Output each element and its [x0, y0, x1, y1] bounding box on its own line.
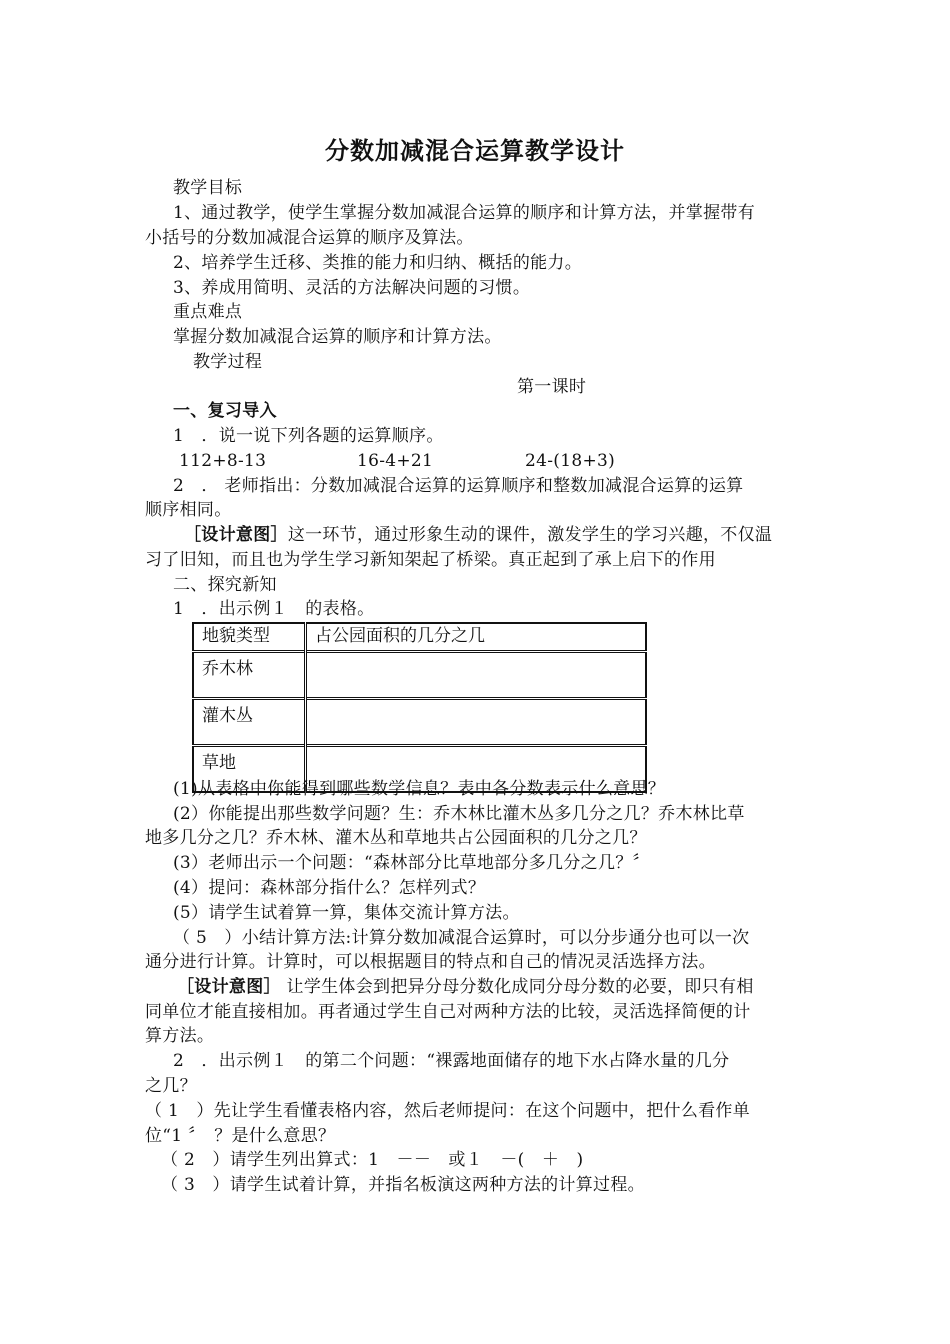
- paragraph-line: (4）提问：森林部分指什么？怎样列式？: [173, 878, 486, 898]
- paragraph-line: （ 2 ）请学生列出算式：1 －－ 或１ －( ＋ ): [161, 1150, 584, 1170]
- table-row: [193, 652, 646, 699]
- paragraph-line: （ 5 ）小结计算方法:计算分数加减混合运算时，可以分步通分也可以一次: [173, 928, 750, 948]
- paragraph-line: 顺序相同。: [145, 500, 232, 520]
- table-row: [193, 699, 646, 746]
- expression-3: 24-(18+3): [525, 451, 616, 471]
- paragraph-line: 2 ．出示例１ 的第二个问题：“裸露地面储存的地下水占降水量的几分: [173, 1051, 730, 1071]
- paragraph-line: (5）请学生试着算一算，集体交流计算方法。: [173, 903, 520, 923]
- paragraph-line: 习了旧知，而且也为学生学习新知架起了桥梁。真正起到了承上启下的作用: [145, 550, 716, 570]
- design-intent-line: [184, 523, 772, 547]
- table-cell-label: 乔木林: [193, 652, 306, 699]
- paragraph-line: 掌握分数加减混合运算的顺序和计算方法。: [173, 327, 502, 347]
- section-heading-key-points: 重点难点: [173, 302, 243, 322]
- landform-table: [192, 622, 647, 793]
- document-title: 分数加减混合运算教学设计: [325, 137, 625, 165]
- paragraph-line: (2）你能提出那些数学问题？生：乔木林比灌木丛多几分之几？乔木林比草: [173, 804, 745, 824]
- paragraph-line: 2 ． 老师指出：分数加减混合运算的运算顺序和整数加减混合运算的运算: [173, 476, 744, 496]
- paragraph-line: （ 1 ）先让学生看懂表格内容，然后老师提问：在这个问题中，把什么看作单: [145, 1101, 751, 1121]
- paragraph-line: 通分进行计算。计算时，可以根据题目的特点和自己的情况灵活选择方法。: [145, 952, 716, 972]
- design-intent-line: [177, 975, 754, 999]
- expression-2: 16-4+21: [357, 451, 434, 471]
- design-intent-text: 这一环节，通过形象生动的课件，激发学生的学习兴趣，不仅温: [287, 525, 773, 545]
- paragraph-line: 算方法。: [145, 1026, 215, 1046]
- paragraph-line: 1、通过教学，使学生掌握分数加减混合运算的顺序和计算方法，并掌握带有: [173, 203, 756, 223]
- table-header-cell: 地貌类型: [193, 623, 306, 652]
- table-cell-label: 灌木丛: [193, 699, 306, 746]
- paragraph-line: 1 ．出示例１ 的表格。: [173, 599, 375, 619]
- expression-1: 112+8-13: [179, 451, 267, 471]
- paragraph-line: 1 ．说一说下列各题的运算顺序。: [173, 426, 444, 446]
- paragraph-line: （ 3 ）请学生试着计算，并指名板演这两种方法的计算过程。: [161, 1175, 645, 1195]
- paragraph-line: 位“1 〞 ？是什么意思？: [145, 1126, 336, 1146]
- design-intent-tag: ［设计意图］: [177, 977, 281, 997]
- paragraph-line: 小括号的分数加减混合运算的顺序及算法。: [145, 228, 474, 248]
- subsection-heading-review: 一、复习导入: [173, 401, 277, 421]
- lesson-heading: 第一课时: [517, 377, 587, 397]
- design-intent-tag: ［设计意图］: [184, 525, 288, 545]
- paragraph-line: 2、培养学生迁移、类推的能力和归纳、概括的能力。: [173, 253, 583, 273]
- table-cell-value: [306, 699, 647, 746]
- paragraph-line: 地多几分之几？乔木林、灌木丛和草地共占公园面积的几分之几？: [145, 828, 647, 848]
- subsection-heading-explore: 二、探究新知: [173, 575, 277, 595]
- table-header-cell: 占公园面积的几分之几: [306, 623, 647, 652]
- paragraph-line: 3、养成用简明、灵活的方法解决问题的习惯。: [173, 278, 531, 298]
- paragraph-line: 同单位才能直接相加。再者通过学生自己对两种方法的比较，灵活选择简便的计: [145, 1002, 751, 1022]
- paragraph-line: (3）老师出示一个问题：“森林部分比草地部分多几分之几？〞: [173, 853, 650, 873]
- section-heading-goals: 教学目标: [173, 178, 243, 198]
- table-header-row: [193, 623, 646, 652]
- table-cell-value: [306, 652, 647, 699]
- section-heading-process: 教学过程: [193, 352, 263, 372]
- table-cell-label: 草地: [193, 746, 306, 793]
- design-intent-text: 让学生体会到把异分母分数化成同分母分数的必要，即只有相: [280, 977, 754, 997]
- paragraph-line: 之几？: [145, 1076, 197, 1096]
- paragraph-line: (1)从表格中你能得到哪些数学信息？表中各分数表示什么意思？: [173, 779, 666, 799]
